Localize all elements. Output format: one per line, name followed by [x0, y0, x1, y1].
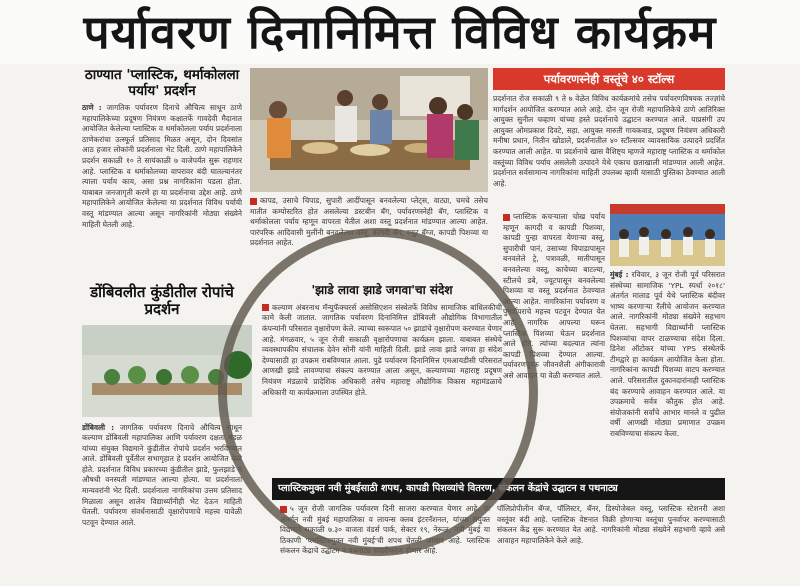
- right-mid-right-column: [610, 270, 725, 474]
- rally-image: [610, 204, 725, 266]
- left-mid-headline: डोंबिवलीत कुंडीतील रोपांचे प्रदर्शन: [90, 283, 234, 319]
- left-top-headline: ठाण्यात 'प्लास्टिक, थर्माकोलला पर्याय' प्रदर्शन: [84, 67, 240, 99]
- bottom-col-2-text: पॉलिप्रोपीलीन बॅग्ज, पॉलिस्टर, बॅनर, डिस्पोजेबल वस्तू, प्लास्टिक स्टेशनरी अशा वस्तूंवर बंदी आहे. प्लास्टिक वेष्टनात विक्री होणाऱ्या वस्तूंचा पुनर्वापर करण्यासाठी संकलन केंद्र सुरू करण्यात येत आहे. नागरिकांनी मोठ्या संख्येने सहभागी व्हावे असे आवाहन महापालिकेने केले आहे.: [497, 504, 725, 545]
- bottom-col-2: [497, 504, 725, 586]
- page-header: [0, 0, 800, 64]
- right-mid-left-text: प्लास्टिक कचऱ्याला चोख पर्याय म्हणून कागदी व कापडी पिशव्या, कापडी पुन्हा वापरता येणाऱ्या वस्तू, सुपारीची पानं, उसाच्या चिपाडापासून बनवलेले ट्रे, पत्रावळी, मातीपासून बनवलेल्या वस्तू, काचेच्या बाटल्या, स्टीलचे डबे, ज्यूटपासून बनवलेल्या पिशव्या या वस्तू प्रदर्शनात ठेवण्यात आल्या आहेत. नागरिकांना पर्यावरण व पुनर्वापराचे महत्त्व पटवून देण्यात येत आहे. नागरिक आपल्या घरून प्लास्टिक पिशव्या घेऊन प्रदर्शनात आले होते. त्यांच्या बदल्यात त्यांना कापडी पिशव्या देण्यात आल्या. पर्यावरणपूरक जीवनशैली अंगीकारावी असे आवाहन या वेळी करण्यात आले.: [503, 212, 605, 380]
- bullet-square-icon: [503, 214, 510, 221]
- right-top-band: [493, 68, 725, 90]
- left-mid-text: जागतिक पर्यावरण दिनाचे औचित्य साधून कल्याण डोंबिवली महापालिका आणि पर्यावरण दक्षता मंडळ यांच्या संयुक्त विद्यमाने कुंडीतील रोपांचे प्रदर्शन भरविण्यात आले. डोंबिवली पूर्वेतील सभागृहात हे प्रदर्शन आयोजित केले होते. प्रदर्शनात विविध प्रकारच्या कुंडीतील झाडे, फुलझाडे व औषधी वनस्पती मांडण्यात आल्या होत्या. या प्रदर्शनाला मान्यवरांनी भेट दिली. प्रदर्शनाला नागरिकांचा उत्तम प्रतिसाद मिळाला असून शालेय विद्यार्थ्यांनीही भेट देऊन माहिती घेतली. पर्यावरण संवर्धनासाठी वृक्षारोपणाचे महत्त्व यावेळी पटवून देण्यात आले.: [82, 422, 242, 527]
- left-top-body: [82, 103, 242, 265]
- page-title: पर्यावरण दिनानिमित्त विविध कार्यक्रम: [83, 5, 717, 59]
- left-top-text: जागतिक पर्यावरण दिनाचे औचित्य साधून ठाणे महापालिकेच्या प्रदूषण नियंत्रण कक्षातर्फे गावदेवी मैदानात आयोजित केलेल्या प्लास्टिक व थर्माकोलला पर्याय प्रदर्शनाला ठाणेकरांचा उत्स्फूर्त प्रतिसाद मिळत असून, दोन दिवसांत आठ हजार लोकांनी प्रदर्शनाला भेट दिली. ठाणे महापालिकेने प्रदर्शन सकाळी १० ते सायंकाळी ७ वाजेपर्यंत सुरू राहणार आहे. प्लास्टिक व थर्माकोलच्या वापरावर बंदी घातल्यानंतर त्याला पर्याय काय, असा प्रश्न नागरिकांना पडला होता. याबाबत जनजागृती करणे हा या प्रदर्शनाचा उद्देश आहे. ठाणे महापालिकेने आयोजित केलेल्या या प्रदर्शनात विविध पर्यायी वस्तू मांडण्यात आल्या असून नागरिकांनी मोठ्या संख्येने माहिती घेतली आहे.: [82, 103, 242, 229]
- left-mid-body: [82, 423, 242, 573]
- left-mid-article: [82, 284, 242, 584]
- exhibition-photo: [250, 68, 488, 192]
- left-top-dateline: ठाणे :: [82, 103, 102, 113]
- highlight-circle: [218, 228, 538, 556]
- bottom-band-title: प्लास्टिकमुक्त नवी मुंबईसाठी शपथ, कापडी पिशव्यांचे वितरण, संकलन केंद्रांचे उद्घाटन व पथनाट्य: [278, 483, 618, 494]
- right-top-band-title: पर्यावरणस्नेही वस्तूंचे ४० स्टॉल्स: [543, 72, 675, 86]
- right-mid-dateline: मुंबई :: [610, 270, 629, 279]
- caption-text: कापड, उसाचे चिपाड, सुपारी आदींपासून बनवलेल्या प्लेट्स, वाट्या, चमचे तसेच मातीत कम्पोस्टरित होत असलेल्या डस्टबीन बॅग, पर्यावरणस्नेही बॅग, प्लास्टिक व थर्माकोलला पर्याय म्हणून वापरता येतील अशा वस्तू प्रदर्शनात मांडण्यात आल्या आहेत. पारंपरिक आदिवासी मुलींनी बनवलेल्या वस्तू, कागदी बॅग, ज्यूट बॅग्ज, कापडी पिशव्या या प्रदर्शनात आहेत.: [250, 196, 488, 248]
- bottom-col-1-text: ५ जून रोजी जागतिक पर्यावरण दिनी साजरा करण्यात येणार आहे. या अंतर्गत नवी मुंबई महापालिका व लायन्स क्लब इंटरनॅशनल, यांच्या संयुक्त विद्यमाने सकाळी ७.३० वाजता वंडर्स पार्क, सेक्टर १९, नेरूळ, नवी मुंबई या ठिकाणी 'प्लास्टिकमुक्त नवी मुंबई'ची शपथ घेतली जाणार आहे. प्लास्टिक संकलन केंद्राचे उद्घाटन व पथनाट्य सादरीकरण होणार आहे.: [280, 504, 490, 556]
- center-article-title: 'झाडे लावा झाडे जगवा'चा संदेश: [311, 283, 453, 297]
- left-top-article: [82, 68, 242, 280]
- right-top-body: [493, 94, 725, 190]
- rally-photo: [610, 204, 725, 266]
- center-article-text: कल्याण अंबरनाथ मॅन्युफॅक्चरर्स असोसिएशन संस्थेतर्फे विविध सामाजिक बांधिलकीची कामे केली जातात. जागतिक पर्यावरण दिनानिमित्त डोंबिवली औद्योगिक विभागातील कंपन्यांनी परिसरात वृक्षारोपण केले. त्याच्या स्वरूपात ५० झाडांचे वृक्षारोपण करण्यात येणार आहे. मंगळवार, ५ जून रोजी सकाळी वृक्षारोपणाचा कार्यक्रम झाला. याबाबत संस्थेचे व्यवस्थापकीय संचालक देवेन सोनी यांनी माहिती दिली. झाडे लावा झाडे जगवा हा संदेश देण्यासाठी हा उपक्रम राबविण्यात आला. पुढे पर्यावरण दिनानिमित्त एमआयडीसी परिसरात आणखी झाडे लावण्याचा संकल्प करण्यात आला असून, कल्याणच्या महाराष्ट्र प्रदूषण नियंत्रण मंडळाचे प्रादेशिक अधिकारी तसेच महाराष्ट्र औद्योगिक विकास महामंडळाचे अधिकारी या कार्यक्रमाला उपस्थित होते.: [262, 302, 502, 397]
- right-mid-right-text: रविवार, ३ जून रोजी पूर्व परिसरात संस्थेच्या सामाजिक 'YPL स्पर्धा २०१८' अंतर्गत मालाड पूर्व येथे प्लास्टिक बंदीवर भाष्य करणाऱ्या रॅलीचे आयोजन करण्यात आले. नागरिकांनी मोठ्या संख्येने सहभाग घेतला. सहभागी विद्यार्थ्यांनी प्लास्टिक पिशव्यांचा वापर टाळण्याचा संदेश दिला. डिनेश ऑटोकर यांच्या YPS संस्थेतर्फे टीमद्वारे हा कार्यक्रम आयोजित केला होता. नागरिकांना कापडी पिशव्या वाटप करण्यात आले. परिसरातील दुकानदारांनाही प्लास्टिक बंद करण्याचे आवाहन करण्यात आले. या उपक्रमाचे सर्वत्र कौतुक होत आहे. संयोजकांनी सर्वांचे आभार मानले व पुढील वर्षी आणखी मोठ्या प्रमाणात उपक्रम राबविण्याचा संकल्प केला.: [610, 270, 725, 438]
- bullet-square-icon: [250, 198, 257, 205]
- exhibition-photo-image: [250, 68, 488, 192]
- right-top-text: प्रदर्शनात रोज सकाळी ९ ते ७ वेळेत विविध कार्यक्रमांचे तसेच पर्यावरणविषयक तज्ज्ञांचे मार्गदर्शन आयोजित करण्यात आले आहे. दोन जून रोजी महापालिकेचे ठाणे आतिरिक्त आयुक्त सुनील चव्हाण यांच्या हस्ते प्रदर्शनाचे उद्घाटन करण्यात आले. याप्रसंगी उप आयुक्त ओमप्रकाश दिवटे, सहा. आयुक्त मारुती गायकवाड, प्रदूषण नियंत्रण अधिकारी मनीषा प्रधान, नितीन खोडाले, प्रदर्शनातील ४० स्टॉल्सवर व्यावसायिक उत्पादने प्रदर्शित करण्यात आली आहेत. या प्रदर्शनाचे खास वैशिष्ट्य म्हणजे महाराष्ट्र प्लास्टिक व थर्माकोल वस्तूंच्या विविध पर्याय असलेली उत्पादने येथे एकाच छताखाली मांडण्यात आली आहेत. प्रदर्शनात सर्वसामान्य नागरिकांना माहिती उपलब्ध व्हावी यासाठी पुस्तिका ठेवण्यात आली आहे.: [493, 94, 725, 188]
- left-mid-dateline: डोंबिवली :: [82, 422, 115, 432]
